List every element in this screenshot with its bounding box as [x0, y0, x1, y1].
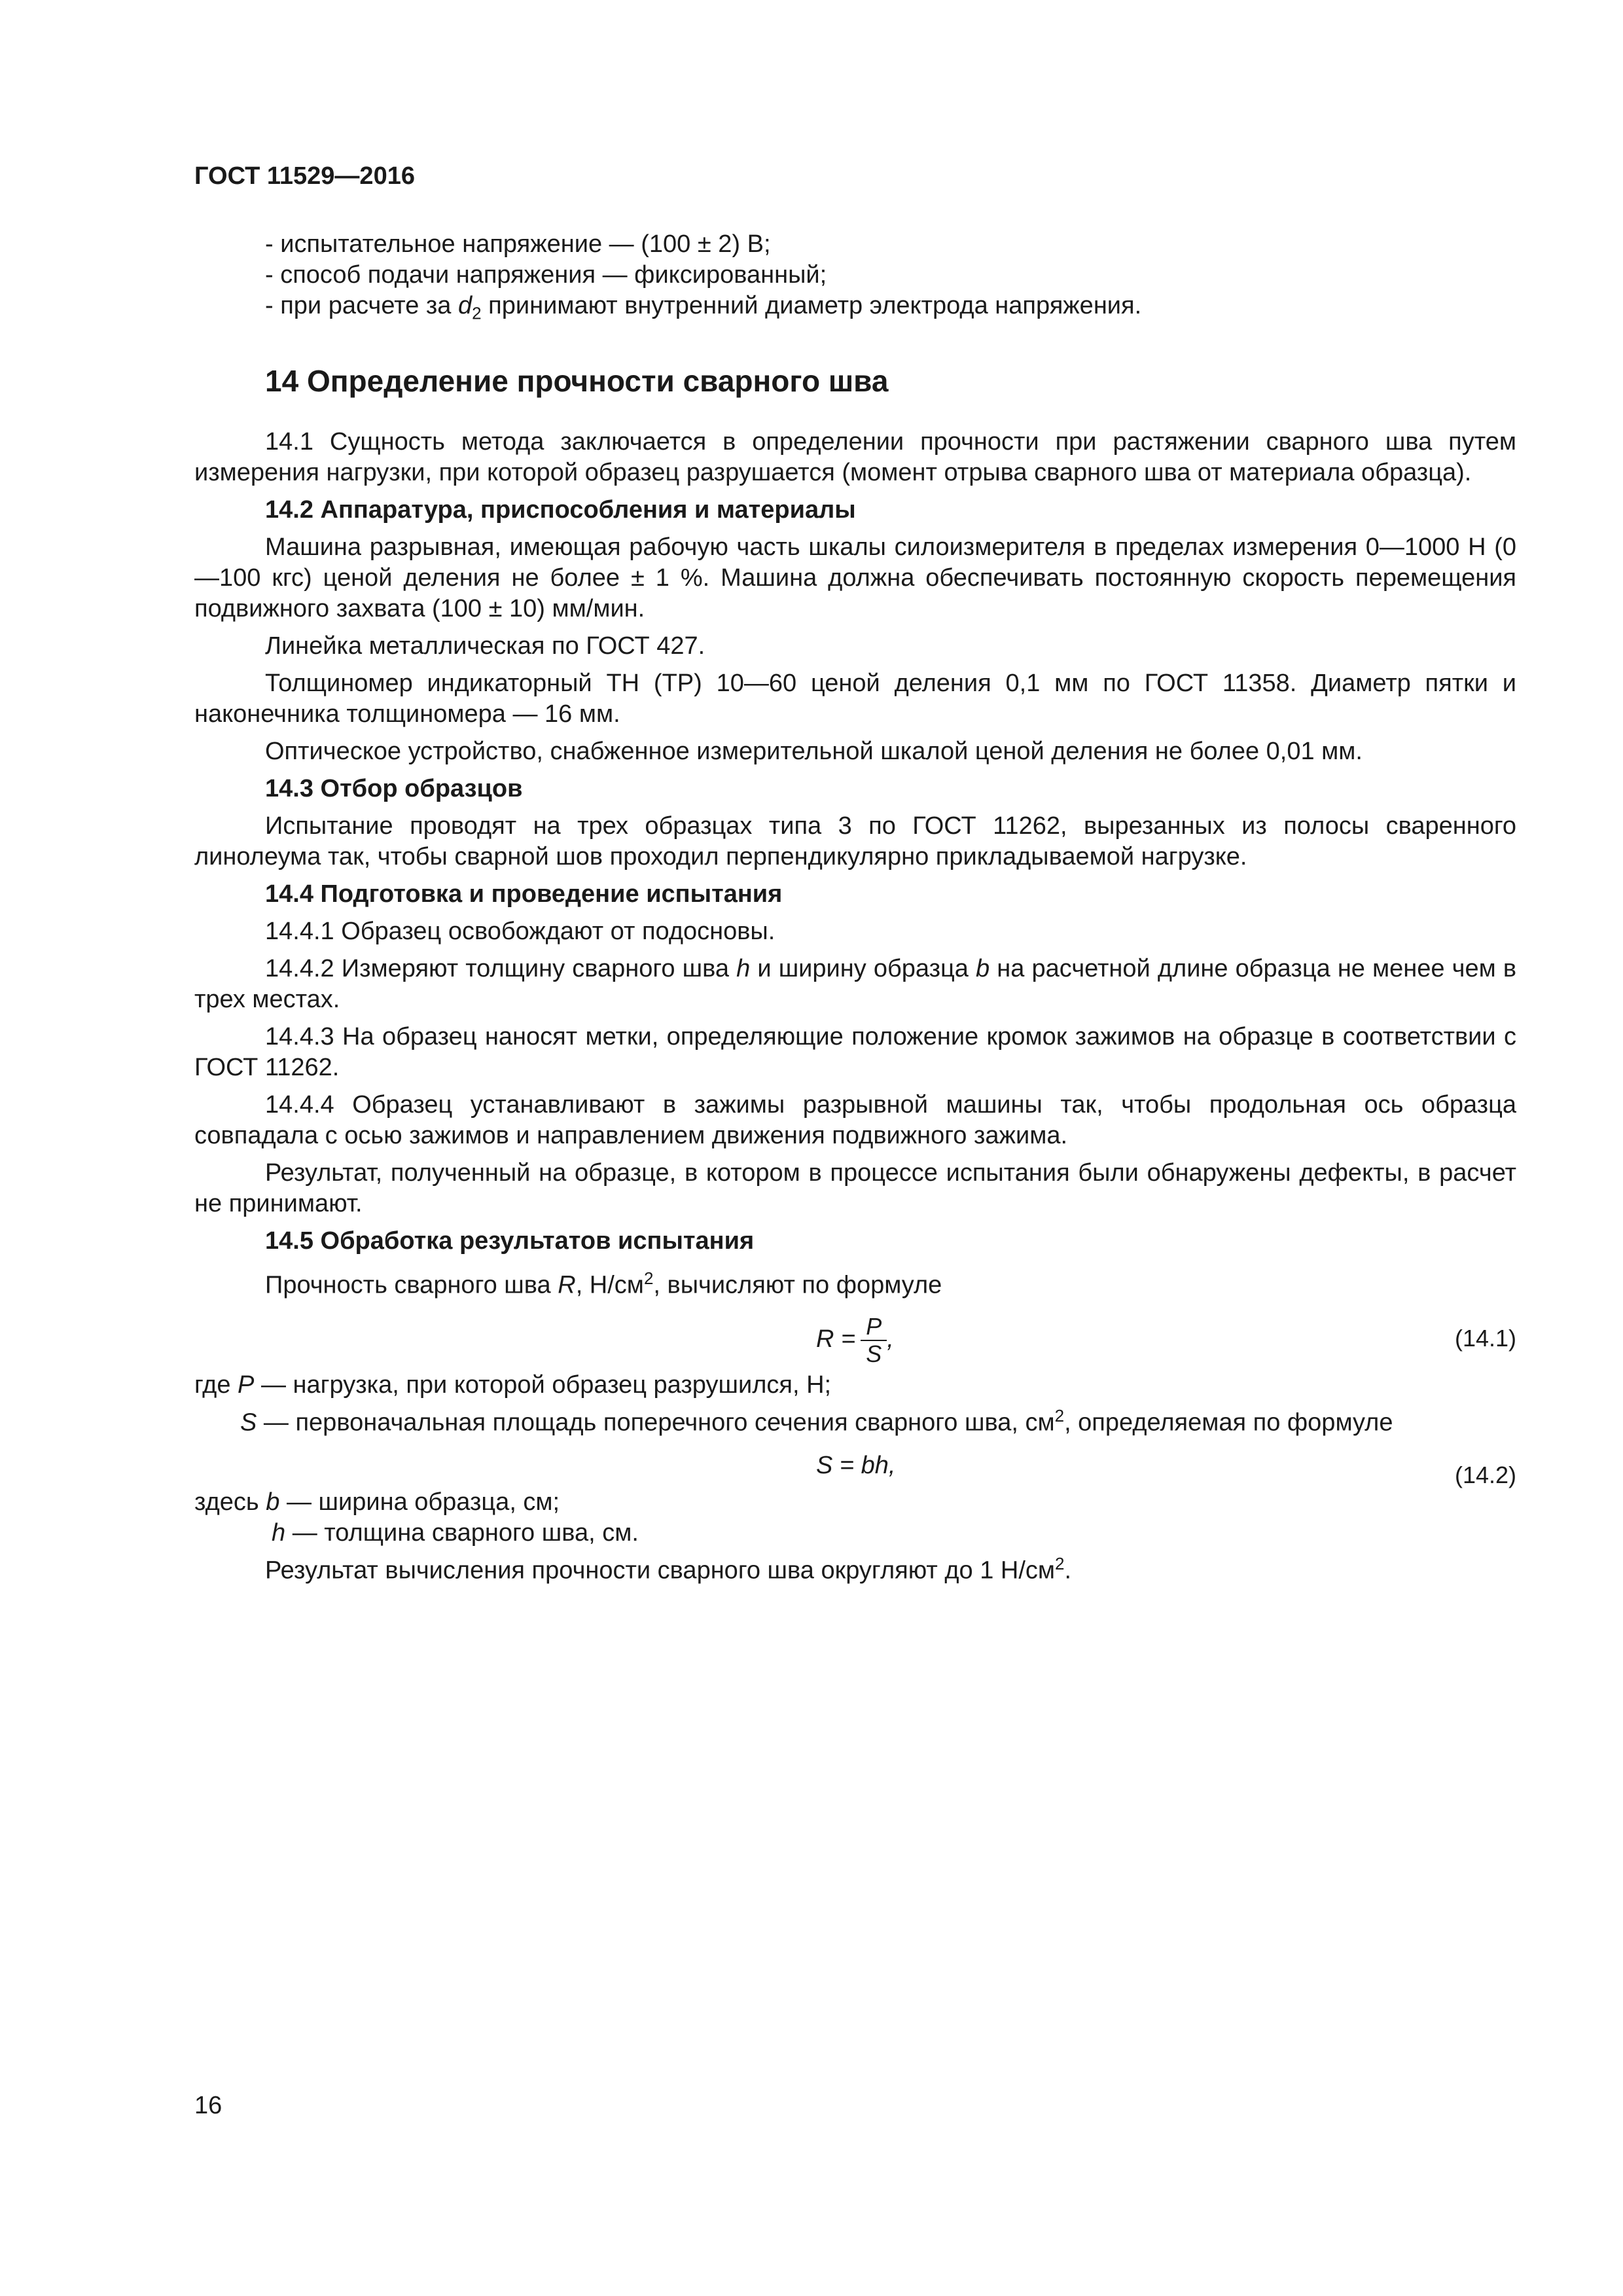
legend-b: здесь b — ширина образца, см;: [194, 1488, 560, 1516]
subheading-14-3: 14.3 Отбор образцов: [265, 774, 523, 802]
paragraph-rounding: Результат вычисления прочности сварного шва округляют до 1 $Н/см^2$.: [265, 1553, 1072, 1585]
paragraph-optical-device: Оптическое устройство, снабженное измерительной шкалой ценой деления не более 0,01 мм.: [265, 737, 1363, 765]
paragraph-14-3: Испытание проводят на трех образцах типа 3 по ГОСТ 11262, вырезанных из полосы сваренного линолеума так, чтобы сварной шов проходил перпендикулярно прикладываемой нагрузке.: [194, 812, 1516, 870]
subheading-14-4: 14.4 Подготовка и проведение испытания: [265, 880, 783, 908]
legend-p: где P — нагрузка, при которой образец разрушился, Н;: [194, 1371, 832, 1399]
paragraph-14-4-1: 14.4.1 Образец освобождают от подосновы.: [265, 917, 776, 945]
fraction: $\frac{P}{S}$: [861, 1314, 887, 1367]
paragraph-defects: Результат, полученный на образце, в котором в процессе испытания были обнаружены дефекты, в расчет не принимают.: [194, 1158, 1516, 1217]
subheading-14-5: 14.5 Обработка результатов испытания: [265, 1227, 755, 1255]
formula-expression: R = $\frac{P}{S}$ ,: [816, 1313, 894, 1368]
formula-14-1: [194, 1307, 1516, 1366]
page-number: 16: [194, 2092, 223, 2119]
subheading-14-2: 14.2 Аппаратура, приспособления и материалы: [265, 495, 856, 524]
list-item: - при расчете за $d_2$ принимают внутренний диаметр электрода напряжения.: [265, 292, 1142, 323]
legend-h: h — толщина сварного шва, см.: [272, 1518, 639, 1547]
paragraph-machine: Машина разрывная, имеющая рабочую часть шкалы силоизмерителя в пределах измерения 0—1000 Н (0—100 кгс) ценой деления не более ± 1 %. Машина должна обеспечивать постоянную скорость перемещения подвижного захвата (100 ± 10) мм/мин.: [194, 533, 1516, 622]
legend-s: S — первоначальная площадь поперечного сечения сварного шва, $см^2$, определяемая по формуле: [240, 1406, 1393, 1437]
paragraph-14-1: 14.1 Сущность метода заключается в определении прочности при растяжении сварного шва путем измерения нагрузки, при которой образец разрушается (момент отрыва сварного шва от материала образца).: [194, 427, 1516, 486]
formula-number: (14.1): [1454, 1325, 1516, 1352]
formula-number: (14.2): [1454, 1461, 1516, 1488]
paragraph-14-4-2: 14.4.2 Измеряют толщину сварного шва h и ширину образца b на расчетной длине образца не менее чем в трех местах.: [194, 954, 1516, 1013]
list-item: - способ подачи напряжения — фиксированный;: [265, 261, 827, 289]
paragraph-14-4-3: 14.4.3 На образец наносят метки, определяющие положение кромок зажимов на образце в соответствии с ГОСТ 11262.: [194, 1022, 1516, 1081]
paragraph-thickness-gauge: Толщиномер индикаторный ТН (ТР) 10—60 ценой деления 0,1 мм по ГОСТ 11358. Диаметр пятки и наконечника толщиномера — 16 мм.: [194, 669, 1516, 728]
paragraph-14-4-4: 14.4.4 Образец устанавливают в зажимы разрывной машины так, чтобы продольная ось образца совпадала с осью зажимов и направлением движения подвижного зажима.: [194, 1090, 1516, 1149]
paragraph-ruler: Линейка металлическая по ГОСТ 427.: [265, 632, 705, 660]
running-header: ГОСТ 11529—2016: [194, 162, 415, 190]
formula-expression: S = bh,: [816, 1451, 896, 1479]
section-heading: 14 Определение прочности сварного шва: [265, 363, 889, 398]
list-item: - испытательное напряжение — (100 ± 2) В;: [265, 230, 771, 258]
parameter-list: [194, 229, 1516, 329]
paragraph-14-5: Прочность сварного шва R, $Н/см^2$, вычисляют по формуле: [265, 1268, 942, 1299]
page-body: [194, 229, 1516, 1587]
formula-14-2: [194, 1444, 1516, 1488]
